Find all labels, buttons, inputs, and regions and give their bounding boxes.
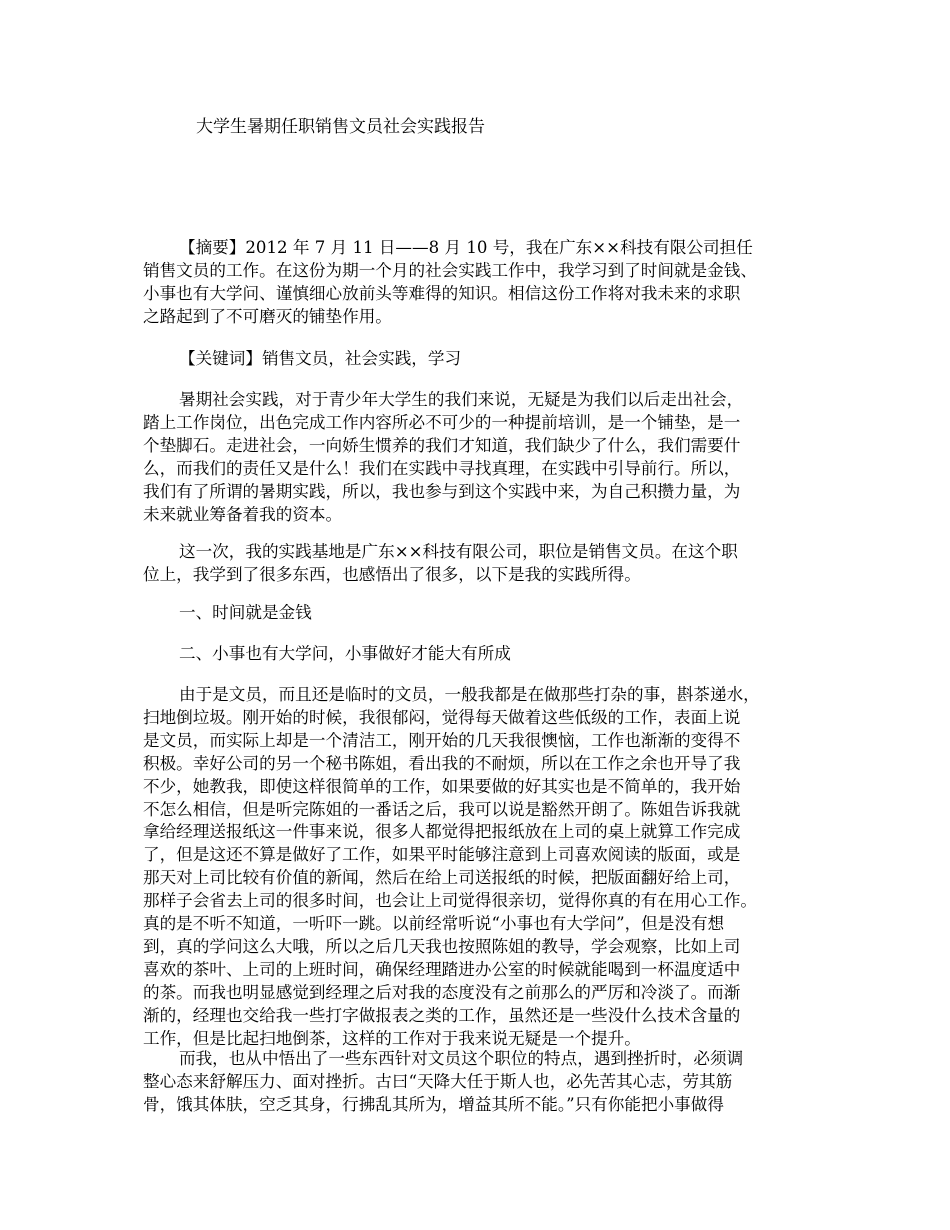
abstract-line: 销售文员的工作。在这份为期一个月的社会实践工作中，我学习到了时间就是金钱、: [143, 260, 757, 280]
paragraph-line: 整心态来舒解压力、面对挫折。古曰“天降大任于斯人也，必先苦其心志，劳其筋: [143, 1071, 733, 1091]
paragraph-line: 而我，也从中悟出了一些东西针对文员这个职位的特点，遇到挫折时，必须调: [179, 1049, 744, 1068]
paragraph-line: 由于是文员，而且还是临时的文员，一般我都是在做那些打杂的事，斟茶递水，: [179, 685, 760, 704]
paragraph-line: 工作，但是比起扫地倒茶，这样的工作对于我来说无疑是一个提升。: [143, 1028, 641, 1048]
paragraph-line: 未来就业筹备着我的资本。: [143, 504, 343, 524]
abstract-line: 【摘要】2012 年 7 月 11 日——8 月 10 号，我在广东××科技有限公司担任: [179, 238, 753, 257]
paragraph-line: 不怎么相信，但是听完陈姐的一番话之后，我可以说是豁然开朗了。陈姐告诉我就: [143, 799, 741, 819]
paragraph-line: 那天对上司比较有价值的新闻，然后在给上司送报纸的时候，把版面翻好给上司，: [143, 868, 741, 888]
paragraph-line: 踏上工作岗位，出色完成工作内容所必不可少的一种提前培训，是一个铺垫，是一: [143, 412, 741, 432]
paragraph-line: 暑期社会实践，对于青少年大学生的我们来说，无疑是为我们以后走出社会，: [179, 390, 744, 409]
paragraph-line: 我们有了所谓的暑期实践，所以，我也参与到这个实践中来，为自己积攒力量，为: [143, 481, 741, 501]
paragraph-line: 拿给经理送报纸这一件事来说，很多人都觉得把报纸放在上司的桌上就算工作完成: [143, 822, 741, 842]
paragraph-line: 到，真的学问这么大哦，所以之后几天我也按照陈姐的教导，学会观察，比如上司: [143, 936, 741, 956]
section-heading-text: 二、小事也有大学问，小事做好才能大有所成: [179, 644, 511, 663]
abstract-line: 之路起到了不可磨灭的铺垫作用。: [143, 306, 392, 326]
paragraph-line: 位上，我学到了很多东西，也感悟出了很多，以下是我的实践所得。: [143, 564, 641, 584]
body-paragraph-3: [143, 684, 813, 1051]
section-heading-1: [143, 602, 813, 625]
paragraph-line: 那样子会省去上司的很多时间，也会让上司觉得很亲切，觉得你真的有在用心工作。: [143, 891, 757, 911]
abstract-paragraph: [143, 237, 813, 329]
paragraph-line: 渐的，经理也交给我一些打字做报表之类的工作，虽然还是一些没什么技术含量的: [143, 1005, 741, 1025]
keywords-line: 【关键词】销售文员，社会实践，学习: [179, 349, 462, 368]
paragraph-line: 么，而我们的责任又是什么！我们在实践中寻找真理，在实践中引导前行。所以，: [143, 458, 741, 478]
paragraph-line: 喜欢的茶叶、上司的上班时间，确保经理踏进办公室的时候就能喝到一杯温度适中: [143, 959, 741, 979]
keywords-paragraph: [143, 348, 813, 371]
paragraph-line: 了，但是这还不算是做好了工作，如果平时能够注意到上司喜欢阅读的版面，或是: [143, 845, 741, 865]
body-paragraph-4: [143, 1048, 813, 1117]
body-paragraph-2: [143, 541, 813, 587]
paragraph-line: 不少，她教我，即使这样很简单的工作，如果要做的好其实也是不简单的，我开始: [143, 776, 741, 796]
section-heading-2: [143, 643, 813, 666]
paragraph-line: 的茶。而我也明显感觉到经理之后对我的态度没有之前那么的严厉和冷淡了。而渐: [143, 982, 741, 1002]
paragraph-line: 扫地倒垃圾。刚开始的时候，我很郁闷，觉得每天做着这些低级的工作，表面上说: [143, 707, 741, 727]
section-heading-text: 一、时间就是金钱: [179, 603, 312, 622]
paragraph-line: 积极。幸好公司的另一个秘书陈姐，看出我的不耐烦，所以在工作之余也开导了我: [143, 753, 741, 773]
paragraph-line: 是文员，而实际上却是一个清洁工，刚开始的几天我很懊恼，工作也渐渐的变得不: [143, 730, 741, 750]
body-paragraph-1: [143, 389, 813, 526]
paragraph-line: 真的是不听不知道，一听吓一跳。以前经常听说“小事也有大学问”，但是没有想: [143, 914, 725, 934]
paragraph-line: 骨，饿其体肤，空乏其身，行拂乱其所为，增益其所不能。”只有你能把小事做得: [143, 1094, 724, 1114]
document-title: 大学生暑期任职销售文员社会实践报告: [196, 117, 485, 137]
paragraph-line: 个垫脚石。走进社会，一向娇生惯养的我们才知道，我们缺少了什么，我们需要什: [143, 435, 741, 455]
abstract-line: 小事也有大学问、谨慎细心放前头等难得的知识。相信这份工作将对我未来的求职: [143, 283, 741, 303]
paragraph-line: 这一次，我的实践基地是广东××科技有限公司，职位是销售文员。在这个职: [179, 542, 738, 561]
